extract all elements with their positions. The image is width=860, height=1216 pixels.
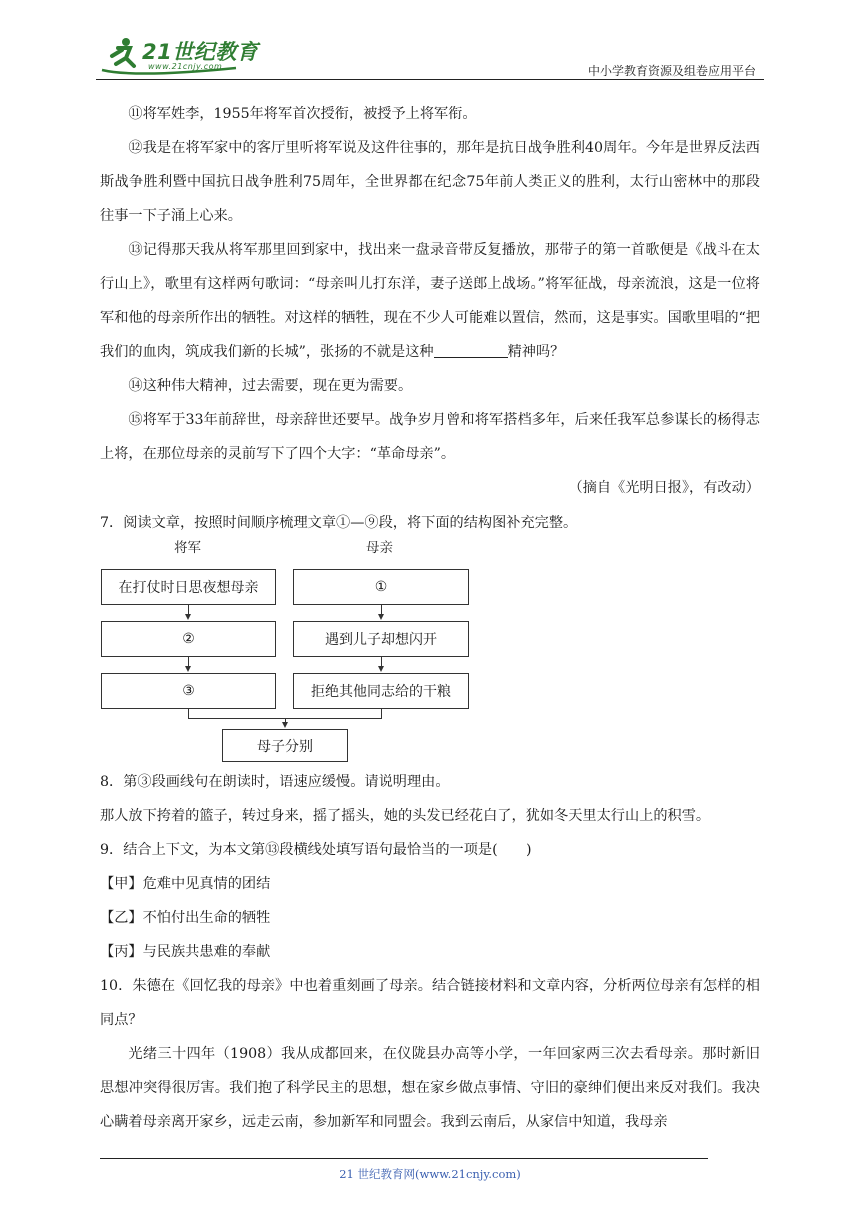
diagram-box-general-1: 在打仗时日思夜想母亲	[101, 569, 276, 605]
footer-text: 21 世纪教育网(www.21cnjy.com)	[339, 1167, 521, 1181]
connector-line	[188, 709, 189, 718]
question-8: 8．第③段画线句在朗读时，语速应缓慢。请说明理由。	[100, 774, 450, 790]
option-a: 【甲】危难中见真情的团结	[100, 876, 271, 892]
diagram-box-general-3: ③	[101, 673, 276, 709]
diagram-box-general-2: ②	[101, 621, 276, 657]
arrow-down-icon	[185, 666, 191, 672]
paragraph-11: ⑪将军姓李，1955年将军首次授衔，被授予上将军衔。	[128, 106, 477, 122]
paragraph-13-end: 精神吗？	[507, 344, 565, 360]
source-note: （摘自《光明日报》，有改动）	[568, 480, 760, 496]
diagram-label-mother: 母亲	[366, 540, 393, 556]
question-10-material: 光绪三十四年（1908）我从成都回来，在仪陇县办高等小学，一年回家两三次去看母亲。那时新旧思想冲突得很厉害。我们抱了科学民主的思想，想在家乡做点事情、守旧的豪绅们便出来反对我们。我决心瞒着母亲离开家乡，远走云南，参加新军和同盟会。我到云南后，从家信中知道，我母亲	[100, 1046, 760, 1130]
diagram-box-mother-1: ①	[293, 569, 469, 605]
diagram-box-merge: 母子分别	[222, 729, 348, 762]
paragraph-14: ⑭这种伟大精神，过去需要，现在更为需要。	[128, 378, 413, 394]
connector-line	[381, 709, 382, 718]
arrow-down-icon	[378, 666, 384, 672]
paragraph-13-text: ⑬记得那天我从将军那里回到家中，找出来一盘录音带反复播放，那带子的第一首歌便是《战斗在太行山上》，歌里有这样两句歌词：“母亲叫儿打东洋，妻子送郎上战场。”将军征战，母亲流浪，这是一位将军和他的母亲所作出的牺牲。对这样的牺牲，现在不少人可能难以置信，然而，这是事实。国歌里唱的“把我们的血肉，筑成我们新的长城”，张扬的不就是这种	[100, 242, 760, 360]
arrow-down-icon	[185, 614, 191, 620]
question-9: 9．结合上下文，为本文第⑬段横线处填写语句最恰当的一项是( )	[100, 842, 532, 858]
header-divider	[96, 79, 764, 80]
arrow-down-icon	[282, 722, 288, 728]
paragraph-15: ⑮将军于33年前辞世，母亲辞世还要早。战争岁月曾和将军搭档多年，后来任我军总参谋长的杨得志上将，在那位母亲的灵前写下了四个大字：“革命母亲”。	[100, 412, 760, 462]
header-platform-title: 中小学教育资源及组卷应用平台	[587, 64, 756, 78]
footer-divider	[100, 1158, 708, 1159]
question-10: 10．朱德在《回忆我的母亲》中也着重刻画了母亲。结合链接材料和文章内容，分析两位母亲有怎样的相同点？	[100, 978, 760, 1028]
diagram-box-mother-3: 拒绝其他同志给的干粮	[293, 673, 469, 709]
paragraph-12: ⑫我是在将军家中的客厅里听将军说及这件往事的，那年是抗日战争胜利40周年。今年是世界反法西斯战争胜利暨中国抗日战争胜利75周年，全世界都在纪念75年前人类正义的胜利，太行山密林中的那段往事一下子涌上心来。	[100, 140, 760, 224]
option-c: 【丙】与民族共患难的奉献	[100, 944, 271, 960]
diagram-box-mother-2: 遇到儿子却想闪开	[293, 621, 469, 657]
question-8-quote: 那人放下挎着的篮子，转过身来，摇了摇头，她的头发已经花白了，犹如冬天里太行山上的积雪。	[100, 808, 711, 824]
question-7: 7．阅读文章，按照时间顺序梳理文章①—⑨段，将下面的结构图补充完整。	[100, 515, 578, 531]
logo-url: www.21cnjy.com	[148, 62, 223, 71]
option-b: 【乙】不怕付出生命的牺牲	[100, 910, 271, 926]
diagram-label-general: 将军	[174, 540, 201, 556]
fill-blank	[434, 341, 508, 358]
logo-text: 21世纪教育	[142, 40, 259, 64]
arrow-down-icon	[378, 614, 384, 620]
paragraph-13	[100, 233, 760, 369]
